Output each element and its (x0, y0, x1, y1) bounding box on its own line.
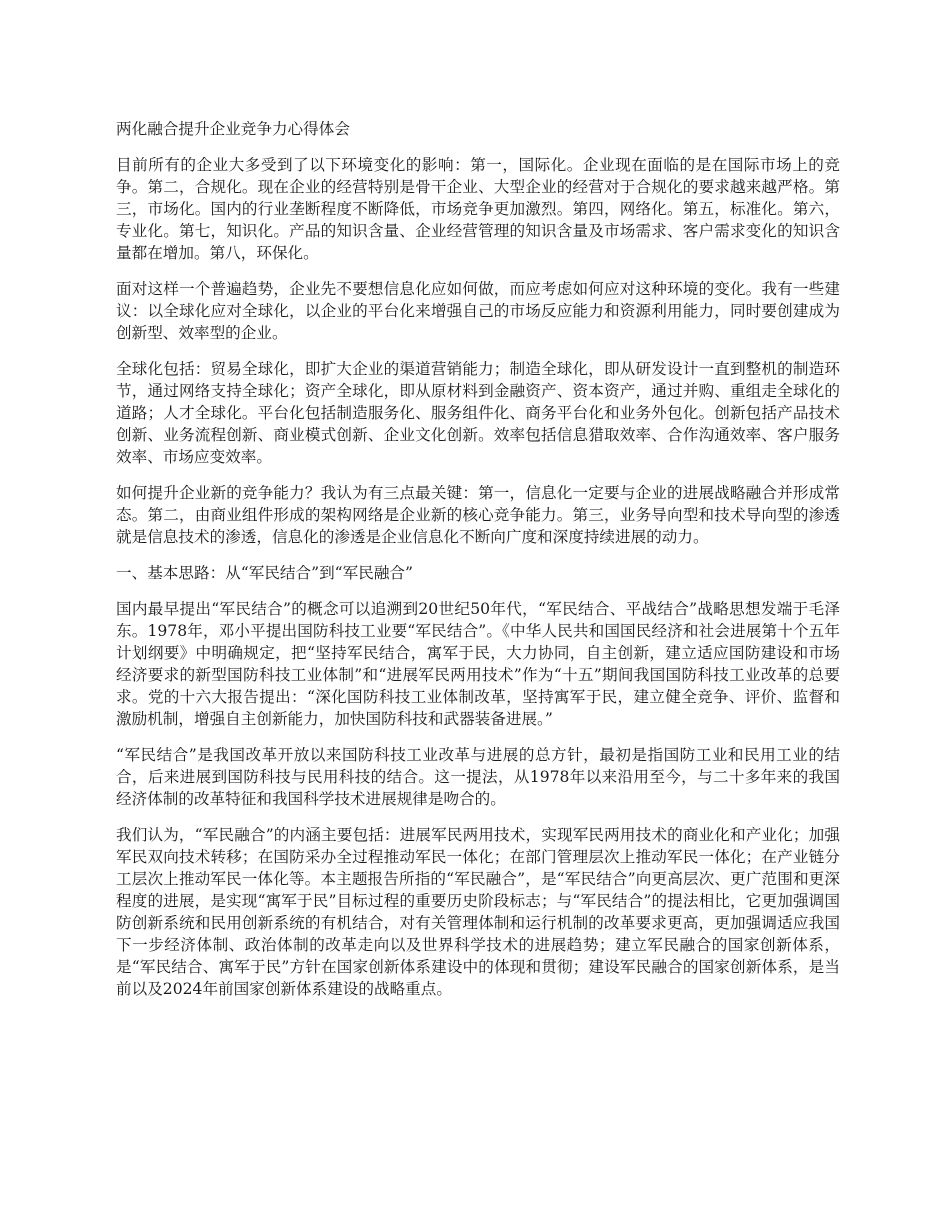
paragraph-globalization: 全球化包括：贸易全球化，即扩大企业的渠道营销能力；制造全球化，即从研发设计一直到整机的制造环节，通过网络支持全球化；资产全球化，即从原材料到金融资产、资本资产，通过并购、重组走全球化的道路；人才全球化。平台化包括制造服务化、服务组件化、商务平台化和业务外包化。创新包括产品技术创新、业务流程创新、商业模式创新、企业文化创新。效率包括信息猎取效率、合作沟通效率、客户服务效率、市场应变效率。 (116, 360, 840, 466)
section-heading-basic-idea: 一、基本思路：从“军民结合”到“军民融合” (116, 564, 413, 582)
paragraph-competitiveness: 如何提升企业新的竞争能力？我认为有三点最关键：第一，信息化一定要与企业的进展战略融合并形成常态。第二，由商业组件形成的架构网络是企业新的核心竞争能力。第三，业务导向型和技术导向型的渗透就是信息技术的渗透，信息化的渗透是企业信息化不断向广度和深度持续进展的动力。 (116, 484, 840, 546)
paragraph-policy: “军民结合”是我国改革开放以来国防科技工业改革与进展的总方针，最初是指国防工业和民用工业的结合，后来进展到国防科技与民用科技的结合。这一提法，从1978年以来沿用至今，与二十多年来的我国经济体制的改革特征和我国科学技术进展规律是吻合的。 (116, 746, 840, 808)
paragraph-environment-changes: 目前所有的企业大多受到了以下环境变化的影响：第一，国际化。企业现在面临的是在国际市场上的竞争。第二，合规化。现在企业的经营特别是骨干企业、大型企业的经营对于合规化的要求越来越严格。第三，市场化。国内的行业垄断程度不断降低，市场竞争更加激烈。第四，网络化。第五，标准化。第六，专业化。第七，知识化。产品的知识含量、企业经营管理的知识含量及市场需求、客户需求变化的知识含量都在增加。第八，环保化。 (116, 156, 840, 262)
paragraph-history: 国内最早提出“军民结合”的概念可以追溯到20世纪50年代，“军民结合、平战结合”战略思想发端于毛泽东。1978年，邓小平提出国防科技工业要“军民结合”。《中华人民共和国国民经济和社会进展第十个五年计划纲要》中明确规定，把“坚持军民结合，寓军于民，大力协同，自主创新，建立适应国防建设和市场经济要求的新型国防科技工业体制”和“进展军民两用技术”作为“十五”期间我国国防科技工业改革的总要求。党的十六大报告提出：“深化国防科技工业体制改革，坚持寓军于民，建立健全竞争、评价、监督和激励机制，增强自主创新能力，加快国防科技和武器装备进展。” (116, 600, 840, 728)
paragraph-suggestions: 面对这样一个普遍趋势，企业先不要想信息化应如何做，而应考虑如何应对这种环境的变化。我有一些建议：以全球化应对全球化，以企业的平台化来增强自己的市场反应能力和资源利用能力，同时要创建成为创新型、效率型的企业。 (116, 280, 840, 342)
document-page (116, 118, 840, 1014)
document-title: 两化融合提升企业竞争力心得体会 (116, 120, 350, 138)
paragraph-connotation: 我们认为，“军民融合”的内涵主要包括：进展军民两用技术，实现军民两用技术的商业化和产业化；加强军民双向技术转移；在国防采办全过程推动军民一体化；在部门管理层次上推动军民一体化；在产业链分工层次上推动军民一体化等。本主题报告所指的“军民融合”，是“军民结合”向更高层次、更广范围和更深程度的进展，是实现“寓军于民”目标过程的重要历史阶段标志；与“军民结合”的提法相比，它更加强调国防创新系统和民用创新系统的有机结合，对有关管理体制和运行机制的改革要求更高，更加强调适应我国下一步经济体制、政治体制的改革走向以及世界科学技术的进展趋势；建立军民融合的国家创新体系，是“军民结合、寓军于民”方针在国家创新体系建设中的体现和贯彻；建设军民融合的国家创新体系，是当前以及2024年前国家创新体系建设的战略重点。 (116, 826, 840, 998)
